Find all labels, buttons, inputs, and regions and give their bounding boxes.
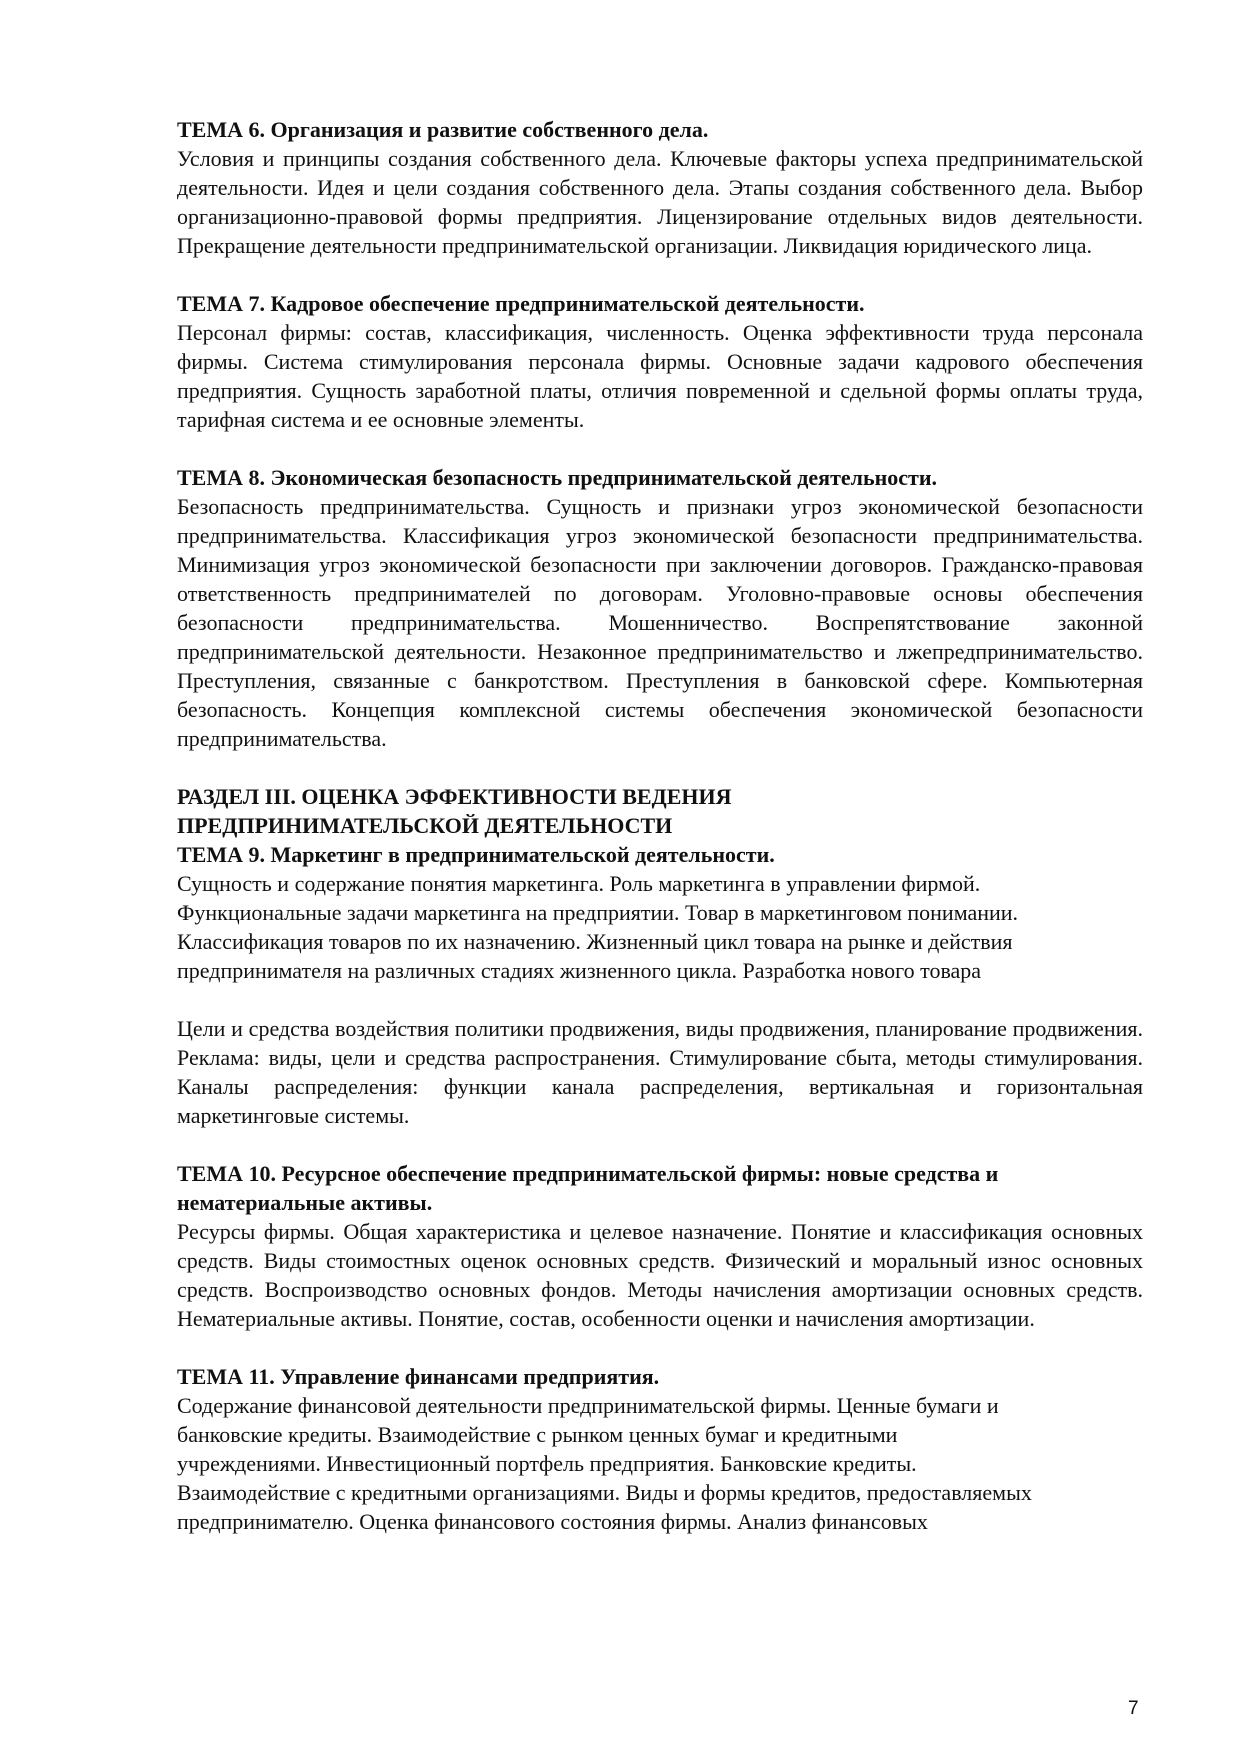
topic-9-text-2: Цели и средства воздействия политики продвижения, виды продвижения, планирование продвижения. Реклама: виды, цели и средства распространения. Стимулирование сбыта, методы стимулирования. Каналы распределения: функции канала распределения, вертикальная и горизонтальная маркетинговые системы. xyxy=(177,1016,1143,1128)
topic-8 xyxy=(177,463,1143,753)
topic-8-heading: ТЕМА 8. Экономическая безопасность предпринимательской деятельности. xyxy=(177,465,938,490)
topic-10-text: Ресурсы фирмы. Общая характеристика и целевое назначение. Понятие и классификация основных средств. Виды стоимостных оценок основных средств. Физический и моральный износ основных средств. Воспроизводство основных фондов. Методы начисления амортизации основных средств. Нематериальные активы. Понятие, состав, особенности оценки и начисления амортизации. xyxy=(177,1219,1143,1331)
topic-11-heading: ТЕМА 11. Управление финансами предприятия. xyxy=(177,1364,660,1389)
topic-10-heading: ТЕМА 10. Ресурсное обеспечение предпринимательской фирмы: новые средства и нематериальные активы. xyxy=(177,1161,999,1215)
topic-9-heading: ТЕМА 9. Маркетинг в предпринимательской деятельности. xyxy=(177,842,775,867)
topic-7-text: Персонал фирмы: состав, классификация, численность. Оценка эффективности труда персонала фирмы. Система стимулирования персонала фирмы. Основные задачи кадрового обеспечения предприятия. Сущность заработной платы, отличия повременной и сдельной формы оплаты труда, тарифная система и ее основные элементы. xyxy=(177,320,1143,432)
topic-10 xyxy=(177,1159,1143,1333)
topic-11-line-2: банковские кредиты. Взаимодействие с рынком ценных бумаг и кредитными xyxy=(177,1422,898,1447)
document-page xyxy=(177,115,1143,1536)
topic-6-text: Условия и принципы создания собственного дела. Ключевые факторы успеха предпринимательской деятельности. Идея и цели создания собственного дела. Этапы создания собственного дела. Выбор организационно-правовой формы предприятия. Лицензирование отдельных видов деятельности. Прекращение деятельности предпринимательской организации. Ликвидация юридического лица. xyxy=(177,146,1143,258)
section-3 xyxy=(177,782,1143,840)
page-number: 7 xyxy=(1128,1698,1139,1719)
topic-9-text-1: Сущность и содержание понятия маркетинга. Роль маркетинга в управлении фирмой. Функциональные задачи маркетинга на предприятии. Товар в маркетинговом понимании. Классификация товаров по их назначению. Жизненный цикл товара на рынке и действия предпринимателя на различных стадиях жизненного цикла. Разработка нового товара xyxy=(177,871,1019,983)
topic-11-line-3: учреждениями. Инвестиционный портфель предприятия. Банковские кредиты. xyxy=(177,1451,917,1476)
topic-6 xyxy=(177,115,1143,260)
topic-7-heading: ТЕМА 7. Кадровое обеспечение предпринимательской деятельности. xyxy=(177,291,865,316)
topic-11-line-4: Взаимодействие с кредитными организациями. Виды и формы кредитов, предоставляемых xyxy=(177,1480,1032,1505)
topic-7 xyxy=(177,289,1143,434)
topic-6-heading: ТЕМА 6. Организация и развитие собственного дела. xyxy=(177,117,709,142)
section-title-line-1: РАЗДЕЛ III. ОЦЕНКА ЭФФЕКТИВНОСТИ ВЕДЕНИЯ xyxy=(177,784,732,809)
section-title-line-2: ПРЕДПРИНИМАТЕЛЬСКОЙ ДЕЯТЕЛЬНОСТИ xyxy=(177,813,673,838)
topic-9 xyxy=(177,840,1143,1130)
topic-8-text: Безопасность предпринимательства. Сущность и признаки угроз экономической безопасности предпринимательства. Классификация угроз экономической безопасности предпринимательства. Минимизация угроз экономической безопасности при заключении договоров. Гражданско-правовая ответственность предпринимателей по договорам. Уголовно-правовые основы обеспечения безопасности предпринимательства. Мошенничество. Воспрепятствование законной предпринимательской деятельности. Незаконное предпринимательство и лжепредпринимательство. Преступления, связанные с банкротством. Преступления в банковской сфере. Компьютерная безопасность. Концепция комплексной системы обеспечения экономической безопасности предпринимательства. xyxy=(177,494,1143,751)
topic-11 xyxy=(177,1362,1143,1536)
topic-11-line-5: предпринимателю. Оценка финансового состояния фирмы. Анализ финансовых xyxy=(177,1509,928,1534)
topic-11-line-1: Содержание финансовой деятельности предпринимательской фирмы. Ценные бумаги и xyxy=(177,1393,999,1418)
